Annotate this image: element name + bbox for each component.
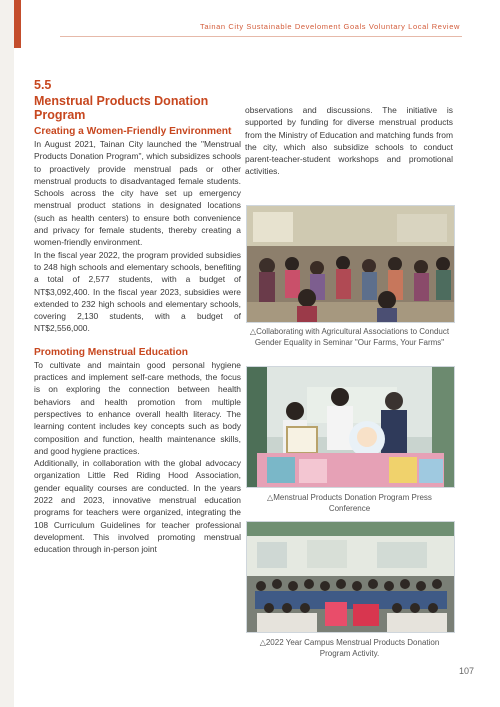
left-column: [34, 78, 241, 556]
paragraph-fiscal-subsidies: In the fiscal year 2022, the program provided subsidies to 248 high schools and elementary schools, benefiting a total of 2,577 students, with a budget of NT$3,092,400. In the fiscal year 2023, subsidies were extended to 232 high schools and elementary schools, covering 2,130 students, with a budget of NT$2,556,000.: [34, 249, 241, 334]
subsection-title-women-friendly: Creating a Women-Friendly Environment: [34, 126, 232, 137]
campus-activity-caption: △2022 Year Campus Menstrual Products Donation Program Activity.: [259, 638, 440, 658]
press-conference-caption: △Menstrual Products Donation Program Press Conference: [267, 493, 432, 513]
seminar-photo: [246, 205, 455, 323]
page-number: 107: [458, 666, 474, 676]
paragraph-hygiene-education: To cultivate and maintain good personal hygiene practices and implement self-care methods, the focus is on exploring the connection between health behaviors and health promotion from multiple perspectives to enhance overall health literacy. The learning content includes key concepts such as body composition and function, health maintenance skills, and good hygiene practices.: [34, 359, 241, 456]
paragraph-program-launch: In August 2021, Tainan City launched the "Menstrual Products Donation Program", which subsidizes schools to proactively provide menstrual pads or other menstrual products to disadvantaged female students. Schools across the city have set up emergency menstrual product stations in designated locations (such as health centers) to ensure both convenience and privacy for female students, thereby creating a women-friendly environment.: [34, 139, 241, 248]
header-divider: [60, 36, 462, 37]
press-conference-photo: [246, 366, 455, 488]
running-header: Tainan City Sustainable Develoment Goals Voluntary Local Review: [199, 22, 460, 31]
subsection-title-menstrual-education: Promoting Menstrual Education: [34, 346, 188, 358]
campus-activity-photo: [246, 521, 455, 633]
paragraph-gender-equality-courses: Additionally, in collaboration with the global advocacy organization Little Red Riding Hood Association, gender equality courses are conducted. In the years 2022 and 2023, innovative menstrual education programs for teachers were organized, integrating the 108 Curriculum Guidelines for teacher professional development. This involved promoting menstrual education through in-person joint: [34, 458, 241, 555]
seminar-photo-caption: △Collaborating with Agricultural Associations to Conduct Gender Equality in Seminar "Our Farms, Your Farms": [249, 327, 450, 347]
right-column: [245, 104, 453, 178]
paragraph-funding-continuation: observations and discussions. The initiative is supported by funding for diverse menstrual products from the Ministry of Education and matching funds from the city, which also subsidize schools to conduct parent-teacher-student workshops and promotional activities.: [245, 105, 453, 177]
section-title: Menstrual Products Donation Program: [34, 94, 209, 122]
section-number: 5.5: [34, 78, 52, 92]
